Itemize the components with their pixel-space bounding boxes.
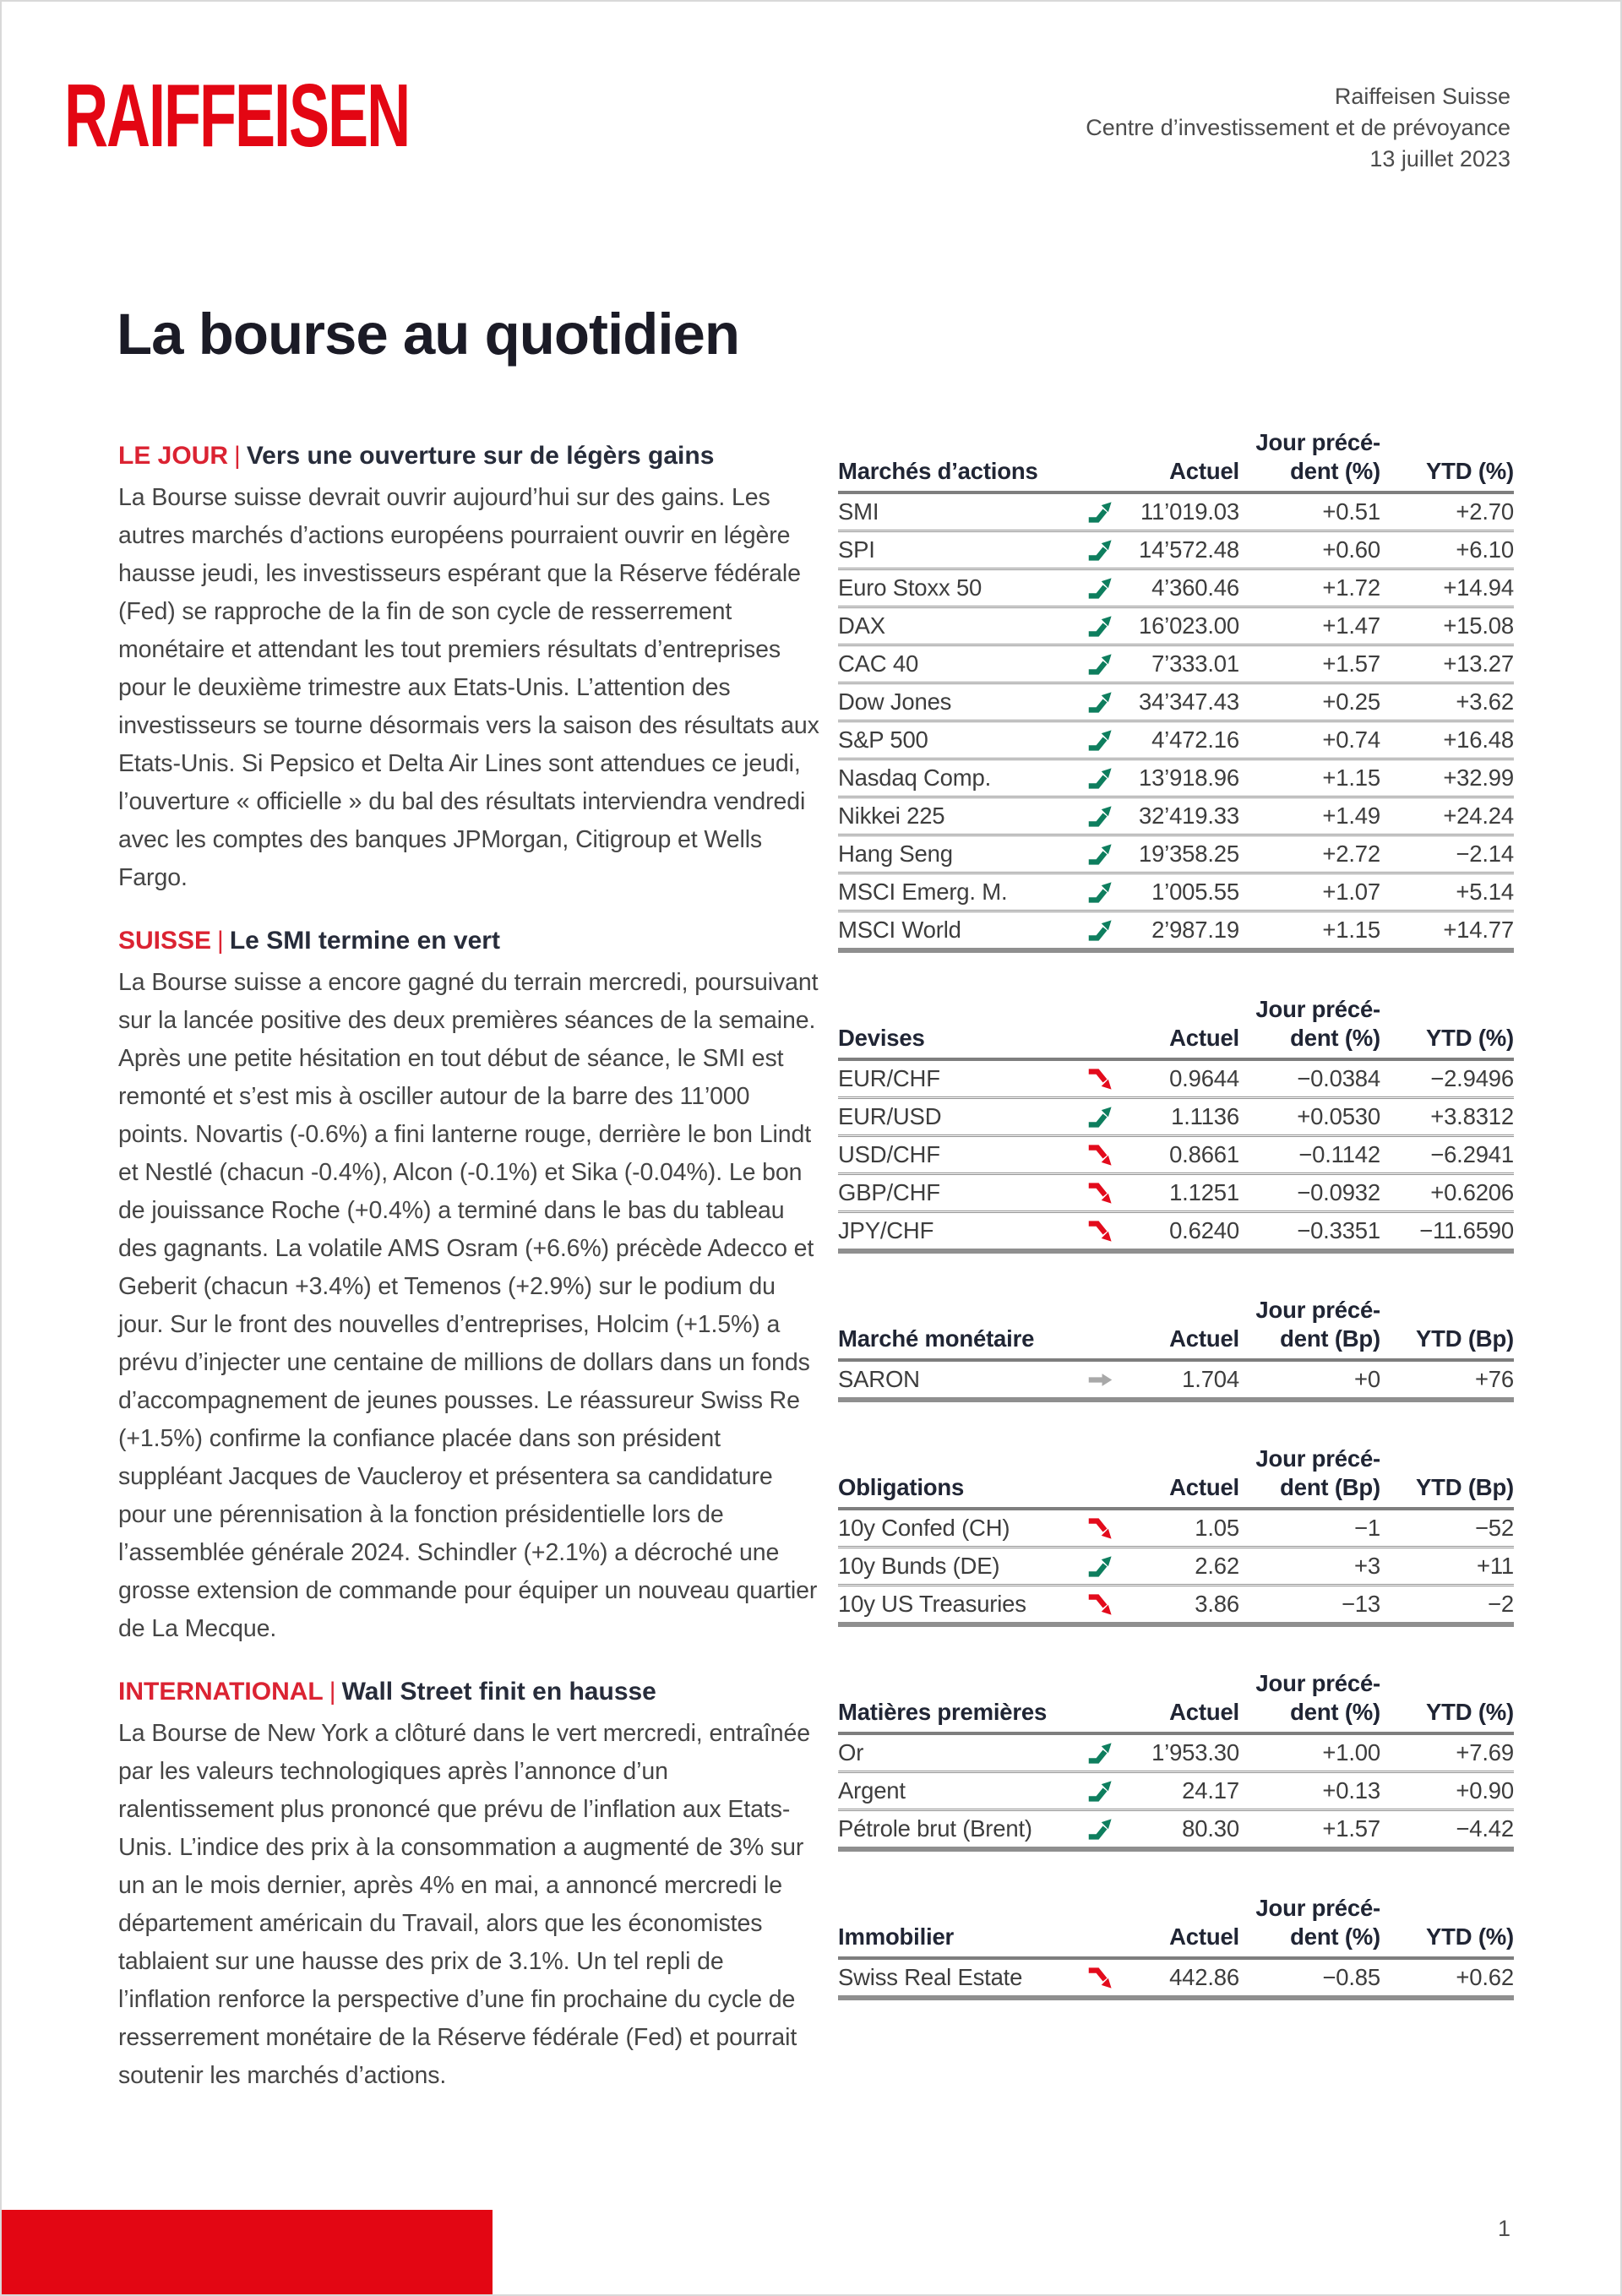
trend-up-icon bbox=[1086, 574, 1114, 602]
column-header-ytd: YTD (Bp) bbox=[1415, 1325, 1514, 1352]
instrument-label: USD/CHF bbox=[838, 1141, 940, 1167]
prev-day-value: −0.0384 bbox=[1297, 1065, 1380, 1091]
table-row bbox=[838, 1584, 1514, 1622]
actual-value: 1.1251 bbox=[1169, 1179, 1239, 1205]
article-kicker: INTERNATIONAL bbox=[118, 1678, 324, 1706]
instrument-label: MSCI Emerg. M. bbox=[838, 879, 1008, 905]
actual-value: 4’472.16 bbox=[1151, 726, 1239, 753]
table-body bbox=[838, 1362, 1514, 1397]
column-header-ytd: YTD (%) bbox=[1425, 458, 1514, 484]
article-body: La Bourse suisse devrait ouvrir aujourd’hui sur des gains. Les autres marchés d’actions européens pourraient ouvrir en légère hausse jeudi, les investisseurs espérant que la Réserve fédérale (Fed) se rapproche de la fin de son cycle de resserrement monétaire et attendant les tout premiers résultats d’entreprises pour le deuxième trimestre aux Etats-Unis. L’attention des investisseurs se tourne désormais vers la saison des résultats aux Etats-Unis. Si Pepsico et Delta Air Lines sont attendues ce jeudi, l’ouverture « officielle » du bal des résultats interviendra vendredi avec les comptes des banques JPMorgan, Citigroup et Wells Fargo. bbox=[118, 484, 819, 891]
prev-day-value: +1.57 bbox=[1322, 650, 1380, 677]
actual-value: 1’953.30 bbox=[1151, 1739, 1239, 1766]
article-section bbox=[118, 924, 823, 1648]
actual-value: 24.17 bbox=[1182, 1777, 1239, 1804]
prev-day-value: +1.57 bbox=[1322, 1815, 1380, 1842]
market-table bbox=[838, 1894, 1514, 2000]
ytd-value: +11 bbox=[1476, 1553, 1514, 1579]
trend-up-icon bbox=[1086, 688, 1114, 716]
table-header bbox=[838, 1445, 1514, 1510]
trend-up-icon bbox=[1086, 1103, 1114, 1131]
actual-value: 0.8661 bbox=[1169, 1141, 1239, 1167]
instrument-label: SPI bbox=[838, 536, 875, 563]
trend-up-icon bbox=[1086, 536, 1114, 564]
prev-day-value: +1.49 bbox=[1322, 803, 1380, 829]
table-body bbox=[838, 1061, 1514, 1249]
footer-red-bar bbox=[2, 2210, 493, 2294]
article-body: La Bourse de New York a clôturé dans le vert mercredi, entraînée par les valeurs technologiques après l’annonce d’un ralentissement plus prononcé que prévu de l’inflation aux Etats-Unis. L’indice des prix à la consommation a augmenté de 3% sur un an le mois dernier, après 4% en mai, a annoncé mercredi le département américain du Travail, alors que les économistes tablaient sur une hausse des prix de 3.1%. Un tel repli de l’inflation renforce la perspective d’une fin prochaine du cycle de resserrement monétaire de la Réserve fédérale (Fed) et pourrait soutenir les marchés d’actions. bbox=[118, 1720, 810, 2089]
trend-up-icon bbox=[1086, 1777, 1114, 1805]
actual-value: 1.1136 bbox=[1171, 1103, 1239, 1129]
ytd-value: +15.08 bbox=[1443, 612, 1514, 639]
trend-up-icon bbox=[1086, 764, 1114, 792]
actual-value: 0.9644 bbox=[1169, 1065, 1239, 1091]
trend-up-icon bbox=[1086, 803, 1114, 830]
market-table bbox=[838, 428, 1514, 953]
prev-day-value: +0.51 bbox=[1322, 498, 1380, 525]
instrument-label: Or bbox=[838, 1739, 864, 1766]
actual-value: 2’987.19 bbox=[1151, 917, 1239, 943]
ytd-value: +32.99 bbox=[1443, 764, 1514, 791]
table-row bbox=[838, 796, 1514, 834]
trend-up-icon bbox=[1086, 612, 1114, 640]
masthead-company: Raiffeisen Suisse bbox=[1334, 84, 1510, 109]
masthead-department: Centre d’investissement et de prévoyance bbox=[1086, 115, 1510, 140]
table-row bbox=[838, 758, 1514, 796]
trend-up-icon bbox=[1086, 650, 1114, 678]
headline-separator: | bbox=[329, 1678, 336, 1706]
column-header-ytd: YTD (Bp) bbox=[1415, 1474, 1514, 1500]
table-row bbox=[838, 1096, 1514, 1134]
article-section bbox=[118, 1675, 823, 2095]
instrument-label: Swiss Real Estate bbox=[838, 1964, 1023, 1990]
article-title: Wall Street finit en hausse bbox=[341, 1678, 656, 1706]
ytd-value: +0.6206 bbox=[1430, 1179, 1514, 1205]
prev-day-value: −0.3351 bbox=[1297, 1217, 1380, 1243]
table-header bbox=[838, 1669, 1514, 1735]
table-header bbox=[838, 1296, 1514, 1362]
table-row bbox=[838, 1134, 1514, 1172]
column-header-previous-day: Jour précé- dent (Bp) bbox=[1255, 1445, 1380, 1500]
trend-down-icon bbox=[1086, 1591, 1114, 1619]
articles-column bbox=[118, 439, 823, 2122]
raiffeisen-logo: RAIFFEISEN bbox=[64, 66, 410, 166]
ytd-value: +6.10 bbox=[1456, 536, 1514, 563]
market-table bbox=[838, 995, 1514, 1254]
table-row bbox=[838, 682, 1514, 720]
table-row bbox=[838, 872, 1514, 910]
table-row bbox=[838, 1771, 1514, 1809]
actual-value: 11’019.03 bbox=[1140, 498, 1239, 525]
table-row bbox=[838, 1960, 1514, 1995]
ytd-value: −4.42 bbox=[1456, 1815, 1514, 1842]
instrument-label: S&P 500 bbox=[838, 726, 928, 753]
table-row bbox=[838, 1809, 1514, 1847]
actual-value: 34’347.43 bbox=[1138, 688, 1239, 715]
trend-up-icon bbox=[1086, 1553, 1114, 1581]
instrument-label: Hang Seng bbox=[838, 841, 953, 867]
actual-value: 1.704 bbox=[1182, 1366, 1239, 1392]
column-header-previous-day: Jour précé- dent (%) bbox=[1255, 1895, 1380, 1950]
ytd-value: +16.48 bbox=[1443, 726, 1514, 753]
table-title: Devises bbox=[838, 1025, 925, 1051]
table-title: Obligations bbox=[838, 1474, 965, 1500]
prev-day-value: −1 bbox=[1354, 1515, 1380, 1541]
table-header bbox=[838, 1894, 1514, 1960]
prev-day-value: +1.72 bbox=[1322, 574, 1380, 601]
column-header-actual: Actuel bbox=[1169, 458, 1239, 484]
prev-day-value: +2.72 bbox=[1322, 841, 1380, 867]
trend-up-icon bbox=[1086, 726, 1114, 754]
actual-value: 14’572.48 bbox=[1138, 536, 1239, 563]
prev-day-value: +0.74 bbox=[1322, 726, 1380, 753]
table-body bbox=[838, 494, 1514, 948]
table-row bbox=[838, 494, 1514, 530]
table-row bbox=[838, 834, 1514, 872]
prev-day-value: +0.60 bbox=[1322, 536, 1380, 563]
prev-day-value: +0.25 bbox=[1322, 688, 1380, 715]
ytd-value: +24.24 bbox=[1443, 803, 1514, 829]
instrument-label: CAC 40 bbox=[838, 650, 919, 677]
actual-value: 80.30 bbox=[1182, 1815, 1239, 1842]
ytd-value: −52 bbox=[1474, 1515, 1514, 1541]
prev-day-value: +1.00 bbox=[1322, 1739, 1380, 1766]
article-section bbox=[118, 439, 823, 897]
trend-down-icon bbox=[1086, 1065, 1114, 1093]
column-header-previous-day: Jour précé- dent (Bp) bbox=[1255, 1297, 1380, 1352]
column-header-actual: Actuel bbox=[1169, 1474, 1239, 1500]
headline-separator: | bbox=[217, 927, 224, 955]
ytd-value: +7.69 bbox=[1456, 1739, 1514, 1766]
table-row bbox=[838, 1735, 1514, 1771]
instrument-label: Nasdaq Comp. bbox=[838, 764, 992, 791]
prev-day-value: +1.15 bbox=[1322, 764, 1380, 791]
actual-value: 3.86 bbox=[1195, 1591, 1239, 1617]
table-row bbox=[838, 1172, 1514, 1211]
instrument-label: Pétrole brut (Brent) bbox=[838, 1815, 1032, 1842]
trend-flat-icon bbox=[1086, 1366, 1114, 1394]
actual-value: 1’005.55 bbox=[1151, 879, 1239, 905]
column-header-ytd: YTD (%) bbox=[1425, 1025, 1514, 1051]
ytd-value: +13.27 bbox=[1443, 650, 1514, 677]
table-title: Marchés d’actions bbox=[838, 458, 1038, 484]
ytd-value: +0.90 bbox=[1456, 1777, 1514, 1804]
prev-day-value: −0.85 bbox=[1322, 1964, 1380, 1990]
table-header bbox=[838, 428, 1514, 494]
article-headline bbox=[118, 1675, 823, 1709]
trend-down-icon bbox=[1086, 1217, 1114, 1245]
trend-up-icon bbox=[1086, 841, 1114, 868]
market-table bbox=[838, 1669, 1514, 1852]
article-kicker: SUISSE bbox=[118, 927, 212, 955]
instrument-label: GBP/CHF bbox=[838, 1179, 940, 1205]
table-title: Immobilier bbox=[838, 1923, 955, 1950]
ytd-value: −6.2941 bbox=[1430, 1141, 1514, 1167]
prev-day-value: +1.15 bbox=[1322, 917, 1380, 943]
instrument-label: Nikkei 225 bbox=[838, 803, 945, 829]
trend-up-icon bbox=[1086, 498, 1114, 526]
instrument-label: JPY/CHF bbox=[838, 1217, 934, 1243]
column-header-previous-day: Jour précé- dent (%) bbox=[1255, 1670, 1380, 1725]
actual-value: 1.05 bbox=[1195, 1515, 1239, 1541]
instrument-label: EUR/USD bbox=[838, 1103, 942, 1129]
ytd-value: −2.14 bbox=[1456, 841, 1514, 867]
table-body bbox=[838, 1735, 1514, 1847]
market-table bbox=[838, 1445, 1514, 1627]
instrument-label: 10y US Treasuries bbox=[838, 1591, 1026, 1617]
prev-day-value: +3 bbox=[1354, 1553, 1380, 1579]
table-title: Matières premières bbox=[838, 1699, 1048, 1725]
page-title: La bourse au quotidien bbox=[117, 302, 740, 367]
ytd-value: −11.6590 bbox=[1419, 1217, 1514, 1243]
actual-value: 13’918.96 bbox=[1138, 764, 1239, 791]
ytd-value: +14.94 bbox=[1443, 574, 1514, 601]
table-row bbox=[838, 1211, 1514, 1249]
prev-day-value: −13 bbox=[1341, 1591, 1380, 1617]
prev-day-value: −0.0932 bbox=[1297, 1179, 1380, 1205]
instrument-label: Argent bbox=[838, 1777, 906, 1804]
article-title: Vers une ouverture sur de légèrs gains bbox=[246, 442, 715, 470]
table-row bbox=[838, 1362, 1514, 1397]
prev-day-value: +0.13 bbox=[1322, 1777, 1380, 1804]
trend-up-icon bbox=[1086, 879, 1114, 906]
actual-value: 2.62 bbox=[1195, 1553, 1239, 1579]
actual-value: 7’333.01 bbox=[1151, 650, 1239, 677]
table-row bbox=[838, 720, 1514, 758]
table-row bbox=[838, 568, 1514, 606]
prev-day-value: +1.07 bbox=[1322, 879, 1380, 905]
instrument-label: MSCI World bbox=[838, 917, 961, 943]
table-row bbox=[838, 644, 1514, 682]
instrument-label: SARON bbox=[838, 1366, 920, 1392]
ytd-value: +2.70 bbox=[1456, 498, 1514, 525]
page-number: 1 bbox=[1497, 2216, 1510, 2241]
headline-separator: | bbox=[234, 442, 241, 470]
prev-day-value: −0.1142 bbox=[1298, 1141, 1380, 1167]
instrument-label: Euro Stoxx 50 bbox=[838, 574, 982, 601]
column-header-previous-day: Jour précé- dent (%) bbox=[1255, 996, 1380, 1051]
ytd-value: +14.77 bbox=[1443, 917, 1514, 943]
ytd-value: +5.14 bbox=[1456, 879, 1514, 905]
instrument-label: EUR/CHF bbox=[838, 1065, 940, 1091]
table-row bbox=[838, 606, 1514, 644]
actual-value: 16’023.00 bbox=[1138, 612, 1239, 639]
trend-up-icon bbox=[1086, 917, 1114, 944]
column-header-previous-day: Jour précé- dent (%) bbox=[1255, 429, 1380, 484]
trend-down-icon bbox=[1086, 1141, 1114, 1169]
column-header-actual: Actuel bbox=[1169, 1923, 1239, 1950]
article-title: Le SMI termine en vert bbox=[229, 927, 500, 955]
prev-day-value: +0.0530 bbox=[1297, 1103, 1380, 1129]
masthead-info bbox=[1086, 81, 1510, 175]
article-headline bbox=[118, 924, 823, 958]
actual-value: 0.6240 bbox=[1169, 1217, 1239, 1243]
column-header-actual: Actuel bbox=[1169, 1325, 1239, 1352]
column-header-ytd: YTD (%) bbox=[1425, 1923, 1514, 1950]
instrument-label: 10y Confed (CH) bbox=[838, 1515, 1010, 1541]
table-body bbox=[838, 1510, 1514, 1622]
ytd-value: −2.9496 bbox=[1430, 1065, 1514, 1091]
article-body: La Bourse suisse a encore gagné du terrain mercredi, poursuivant sur la lancée positive des deux premières séances de la semaine. Après une petite hésitation en tout début de séance, le SMI est remonté et s’est mis à osciller autour de la barre des 11’000 points. Novartis (-0.6%) a fini lanterne rouge, derrière le bon Lindt et Nestlé (chacun -0.4%), Alcon (-0.1%) et Sika (-0.04%). Le bon de jouissance Roche (+0.4%) a terminé dans le bas du tableau des gagnants. La volatile AMS Osram (+6.6%) précède Adecco et Geberit (chacun +3.4%) et Temenos (+2.9%) sur le podium du jour. Sur le front des nouvelles d’entreprises, Holcim (+1.5%) a prévu d’injecter une centaine de millions de dollars dans un fonds d’accompagnement de jeunes pousses. Le réassureur Swiss Re (+1.5%) confirme la confiance placée dans son président suppléant Jacques de Vaucleroy et présentera sa candidature pour une pérennisation à la fonction présidentielle lors de l’assemblée générale 2024. Schindler (+2.1%) a décroché une grosse extension de commande pour équiper un nouveau quartier de La Mecque. bbox=[118, 969, 819, 1642]
instrument-label: SMI bbox=[838, 498, 879, 525]
prev-day-value: +0 bbox=[1354, 1366, 1380, 1392]
trend-up-icon bbox=[1086, 1815, 1114, 1843]
ytd-value: +76 bbox=[1474, 1366, 1514, 1392]
prev-day-value: +1.47 bbox=[1322, 612, 1380, 639]
masthead-date: 13 juillet 2023 bbox=[1369, 146, 1510, 171]
column-header-ytd: YTD (%) bbox=[1425, 1699, 1514, 1725]
actual-value: 4’360.46 bbox=[1151, 574, 1239, 601]
table-title: Marché monétaire bbox=[838, 1325, 1035, 1352]
market-tables-column bbox=[838, 428, 1514, 2000]
trend-down-icon bbox=[1086, 1515, 1114, 1542]
market-table bbox=[838, 1296, 1514, 1402]
ytd-value: +3.8312 bbox=[1430, 1103, 1514, 1129]
actual-value: 32’419.33 bbox=[1138, 803, 1239, 829]
article-headline bbox=[118, 439, 823, 473]
actual-value: 442.86 bbox=[1169, 1964, 1239, 1990]
instrument-label: 10y Bunds (DE) bbox=[838, 1553, 1000, 1579]
ytd-value: +0.62 bbox=[1456, 1964, 1514, 1990]
article-kicker: LE JOUR bbox=[118, 442, 229, 470]
table-row bbox=[838, 1061, 1514, 1096]
table-row bbox=[838, 1546, 1514, 1584]
column-header-actual: Actuel bbox=[1169, 1025, 1239, 1051]
instrument-label: Dow Jones bbox=[838, 688, 952, 715]
actual-value: 19’358.25 bbox=[1138, 841, 1239, 867]
table-row bbox=[838, 1510, 1514, 1546]
table-row bbox=[838, 530, 1514, 568]
column-header-actual: Actuel bbox=[1169, 1699, 1239, 1725]
instrument-label: DAX bbox=[838, 612, 885, 639]
ytd-value: −2 bbox=[1488, 1591, 1514, 1617]
trend-down-icon bbox=[1086, 1964, 1114, 1992]
trend-down-icon bbox=[1086, 1179, 1114, 1207]
ytd-value: +3.62 bbox=[1456, 688, 1514, 715]
table-row bbox=[838, 910, 1514, 948]
table-header bbox=[838, 995, 1514, 1061]
trend-up-icon bbox=[1086, 1739, 1114, 1767]
table-body bbox=[838, 1960, 1514, 1995]
